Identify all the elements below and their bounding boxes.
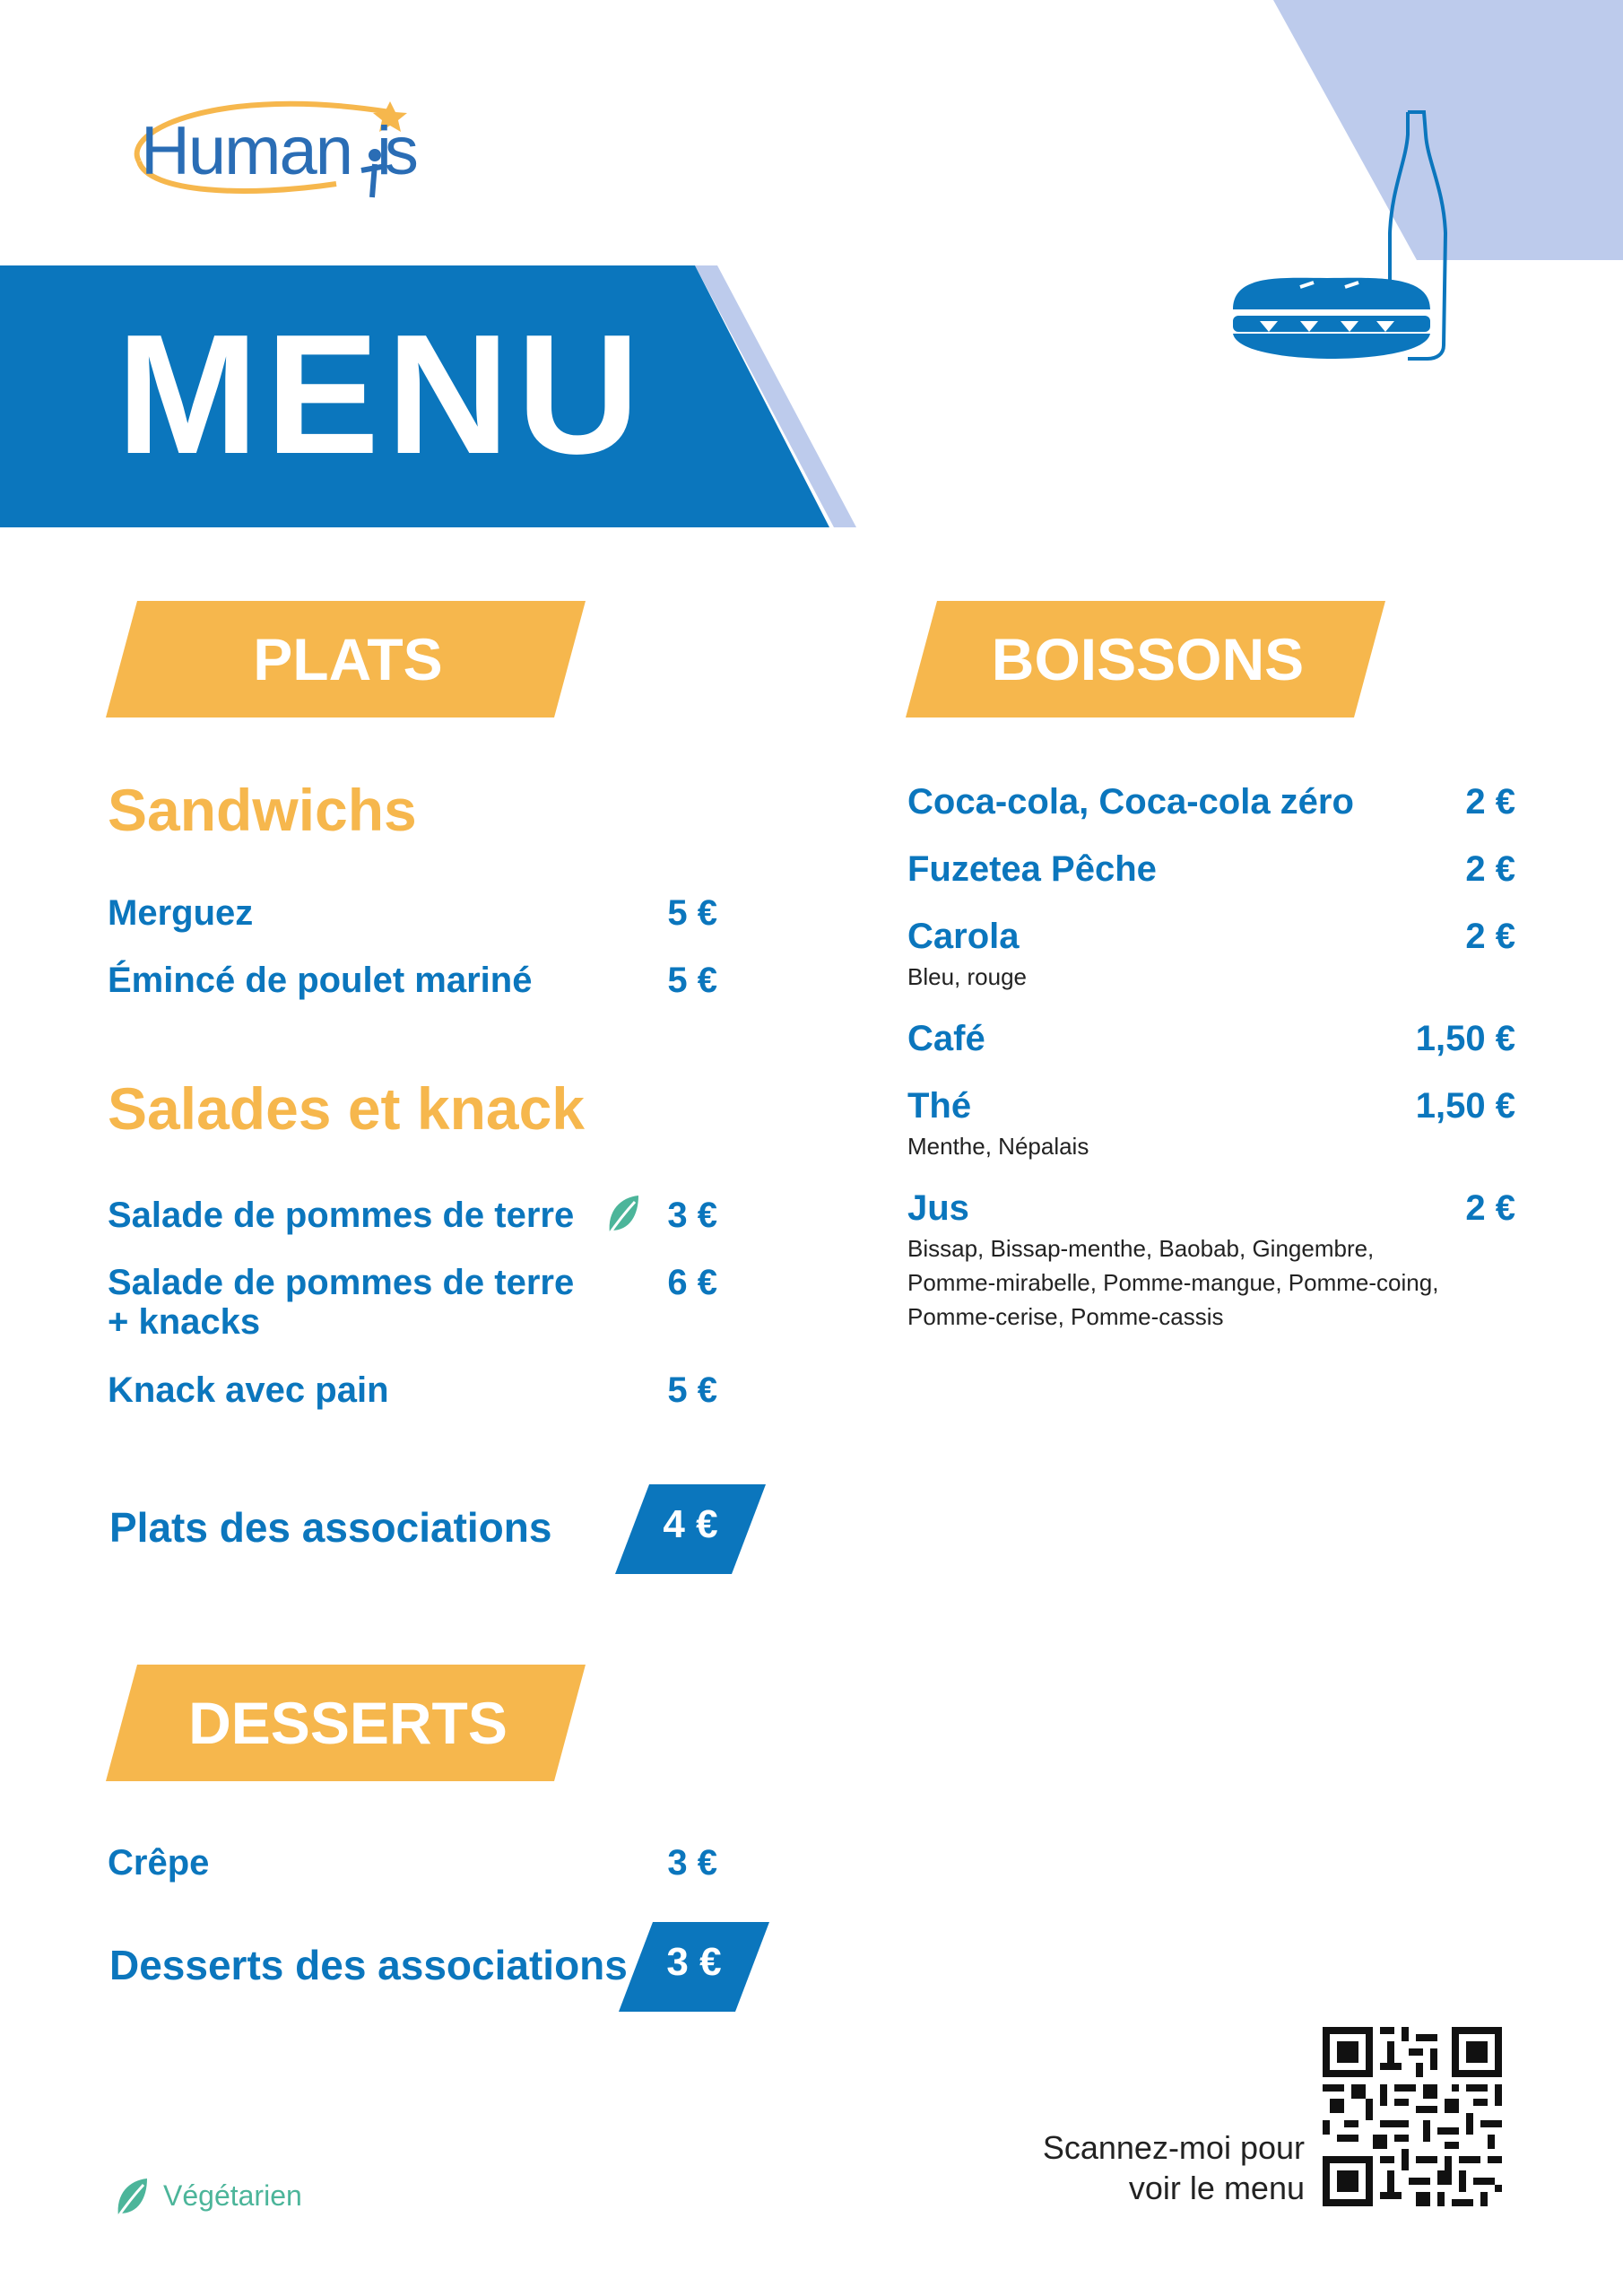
- logo-suffix: is: [377, 113, 412, 189]
- boissons-heading: BOISSONS: [991, 626, 1305, 692]
- desserts-associations-label: Desserts des associations: [109, 1942, 628, 1988]
- qr-code-icon[interactable]: [1323, 2027, 1502, 2206]
- plats-associations-label: Plats des associations: [109, 1504, 552, 1551]
- menu-item-price: 6 €: [667, 1263, 717, 1302]
- qr-caption-line2: voir le menu: [1128, 2170, 1305, 2206]
- menu-item-price: 5 €: [667, 1370, 717, 1410]
- drink-price: 2 €: [1465, 917, 1515, 956]
- drink-name: Café: [907, 1019, 985, 1058]
- menu-item-name: Knack avec pain: [108, 1370, 389, 1410]
- drink-name: Jus: [907, 1188, 969, 1228]
- desserts-heading: DESSERTS: [188, 1690, 508, 1756]
- drink-detail-line: Bissap, Bissap-menthe, Baobab, Gingembre,: [907, 1235, 1375, 1262]
- menu-item-name: Merguez: [108, 893, 254, 933]
- humanis-logo: [112, 76, 435, 211]
- menu-item-price: 5 €: [667, 893, 717, 933]
- drink-detail: Bleu, rouge: [907, 963, 1027, 990]
- menu-item-name-line2: + knacks: [108, 1302, 261, 1342]
- desserts-associations-price: 3 €: [666, 1940, 722, 1984]
- drink-name: Thé: [907, 1086, 972, 1126]
- plats-associations-price: 4 €: [663, 1502, 718, 1546]
- menu-item-price: 3 €: [667, 1196, 717, 1235]
- page-title: MENU: [117, 300, 647, 490]
- menu-item-price: 3 €: [667, 1843, 717, 1883]
- drink-name: Carola: [907, 917, 1020, 956]
- qr-caption-line1: Scannez-moi pour: [1042, 2129, 1305, 2166]
- drink-price: 1,50 €: [1415, 1086, 1515, 1126]
- leaf-icon: [111, 2176, 151, 2221]
- menu-item-name: Émincé de poulet mariné: [108, 961, 533, 1000]
- menu-item-name: Crêpe: [108, 1843, 210, 1883]
- drink-detail: Menthe, Népalais: [907, 1133, 1089, 1160]
- drink-price: 2 €: [1465, 782, 1515, 822]
- sandwich-bottle-icon: [1228, 108, 1462, 368]
- menu-item-name: Salade de pommes de terre: [108, 1196, 575, 1235]
- menu-item-name: Salade de pommes de terre: [108, 1263, 575, 1302]
- drink-price: 1,50 €: [1415, 1019, 1515, 1058]
- drink-detail-line: Pomme-cerise, Pomme-cassis: [907, 1303, 1224, 1330]
- drink-name: Fuzetea Pêche: [907, 849, 1157, 889]
- sandwichs-title: Sandwichs: [108, 777, 417, 843]
- drink-name: Coca-cola, Coca-cola zéro: [907, 782, 1354, 822]
- logo-text: Human: [141, 113, 352, 189]
- plats-heading: PLATS: [253, 626, 443, 692]
- menu-item-price: 5 €: [667, 961, 717, 1000]
- vegetarian-legend-label: Végétarien: [163, 2179, 302, 2212]
- drink-price: 2 €: [1465, 849, 1515, 889]
- salades-title: Salades et knack: [108, 1075, 585, 1142]
- drink-price: 2 €: [1465, 1188, 1515, 1228]
- drink-detail-line: Pomme-mirabelle, Pomme-mangue, Pomme-coing,: [907, 1269, 1439, 1296]
